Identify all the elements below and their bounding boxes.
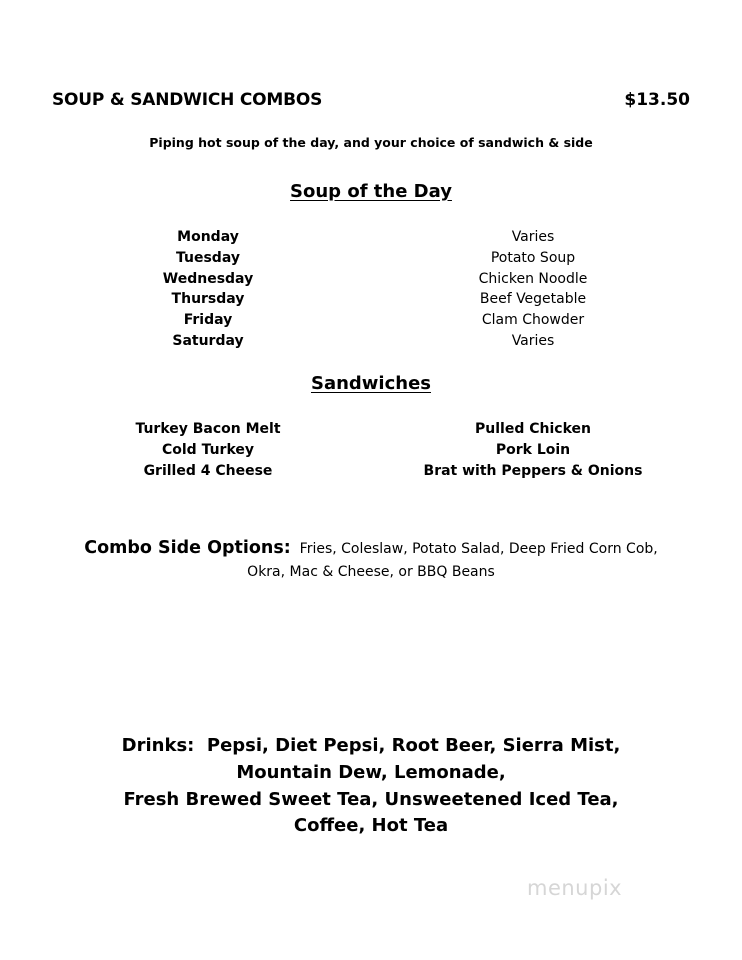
drinks-line: Drinks: Pepsi, Diet Pepsi, Root Beer, Sierra Mist, xyxy=(121,735,621,756)
side-options xyxy=(60,537,682,584)
soup-name: Varies xyxy=(511,332,555,349)
soup-name: Clam Chowder xyxy=(481,312,585,329)
day-label: Thursday xyxy=(171,291,245,308)
day-label: Wednesday xyxy=(162,270,254,287)
day-label: Tuesday xyxy=(176,249,240,266)
drinks-line: Fresh Brewed Sweet Tea, Unsweetened Iced Tea, xyxy=(123,788,619,810)
menu-title: SOUP & SANDWICH COMBOS xyxy=(52,90,323,110)
sandwich-item: Pork Loin xyxy=(495,441,571,458)
soup-days-column xyxy=(108,227,308,352)
day-label: Saturday xyxy=(172,332,244,349)
sandwich-item: Cold Turkey xyxy=(161,441,255,458)
soup-name: Chicken Noodle xyxy=(478,270,588,287)
day-label: Monday xyxy=(177,229,239,245)
sandwich-item: Grilled 4 Cheese xyxy=(143,462,273,479)
sandwich-item: Pulled Chicken xyxy=(475,421,591,437)
combo-price: $13.50 xyxy=(624,90,690,110)
soup-name: Varies xyxy=(511,229,555,245)
soup-name: Potato Soup xyxy=(490,249,576,266)
side-options-line1: Fries, Coleslaw, Potato Salad, Deep Fried Corn Cob, xyxy=(299,541,658,557)
sandwiches-left-column xyxy=(108,419,308,481)
menu-subtitle: Piping hot soup of the day, and your choice of sandwich & side xyxy=(149,135,593,150)
sandwiches-heading: Sandwiches xyxy=(310,373,431,394)
soup-heading: Soup of the Day xyxy=(290,181,452,202)
soup-name: Beef Vegetable xyxy=(479,291,587,308)
side-options-label: Combo Side Options: xyxy=(84,538,291,558)
watermark-logo: menupix xyxy=(527,876,623,900)
sandwiches-right-column xyxy=(408,419,658,481)
side-options-line2: Okra, Mac & Cheese, or BBQ Beans xyxy=(247,564,495,580)
sandwich-item: Turkey Bacon Melt xyxy=(135,421,281,437)
drinks-line: Coffee, Hot Tea xyxy=(293,815,449,837)
soup-names-column xyxy=(408,227,658,352)
sandwich-item: Brat with Peppers & Onions xyxy=(423,462,643,479)
drinks-line: Mountain Dew, Lemonade, xyxy=(236,761,506,783)
drinks-list xyxy=(0,733,742,840)
day-label: Friday xyxy=(183,312,233,329)
